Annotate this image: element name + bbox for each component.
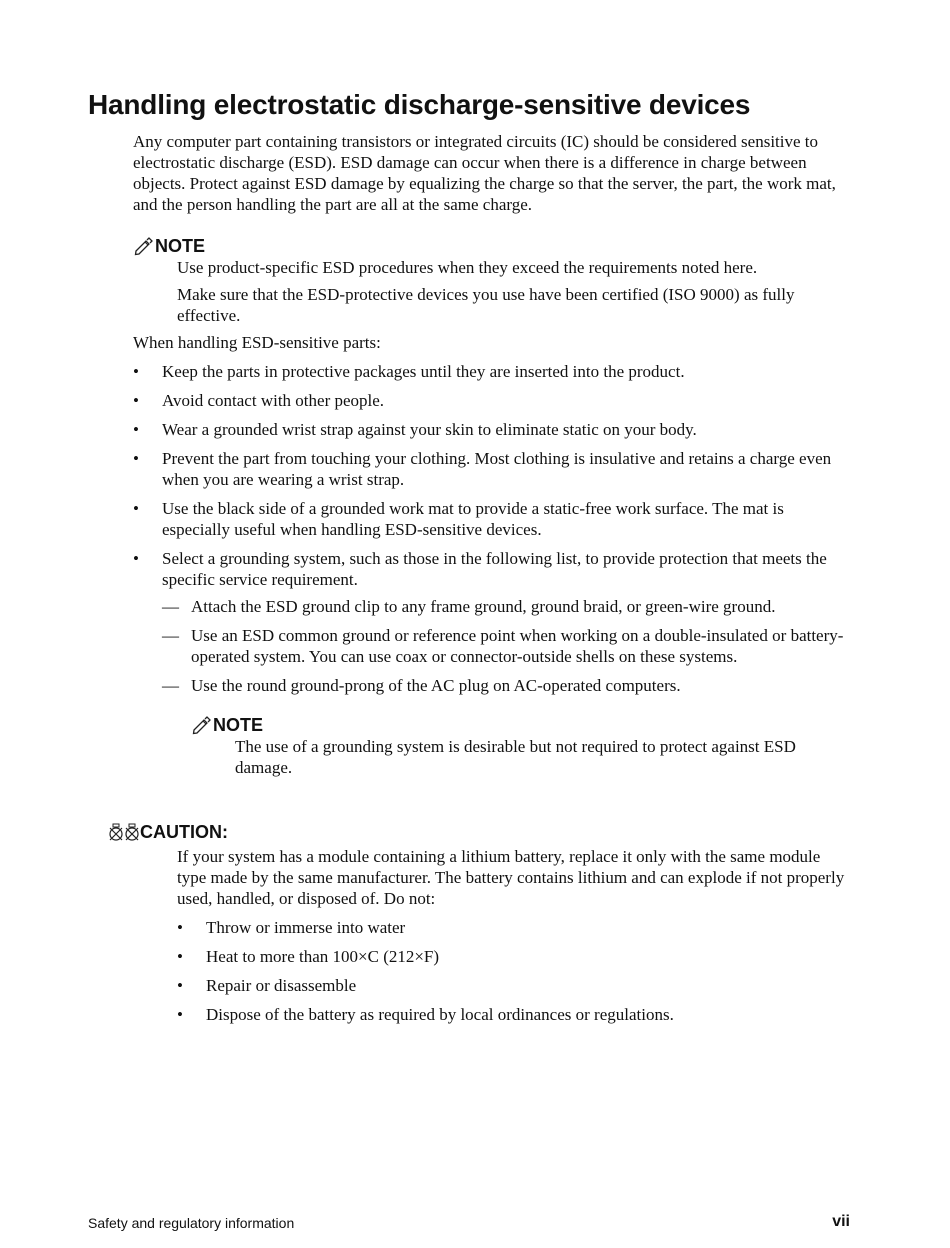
page-heading: Handling electrostatic discharge-sensitive devices xyxy=(88,89,751,120)
list-item xyxy=(177,946,853,967)
list-item xyxy=(133,448,853,490)
list-item xyxy=(177,917,853,938)
caution-header xyxy=(108,820,853,844)
caution-hazard-icon xyxy=(108,823,140,841)
caution-text: If your system has a module containing a lithium battery, replace it only with the same module type made by the same manufacturer. The battery contains lithium and can explode if not properly used, handled, or disposed of. Do not: xyxy=(177,847,845,908)
bullet-marker: • xyxy=(133,362,139,381)
list-item-text: Heat to more than 100×C (212×F) xyxy=(206,947,440,966)
list-item xyxy=(133,390,853,411)
list-item-text: Throw or immerse into water xyxy=(206,918,406,937)
bullet-marker: • xyxy=(133,391,139,410)
pencil-icon xyxy=(191,715,211,735)
caution-label: CAUTION: xyxy=(140,822,228,842)
list-item-text: Keep the parts in protective packages until they are inserted into the product. xyxy=(162,362,685,381)
list-item-text: Prevent the part from touching your clothing. Most clothing is insulative and retains a charge even when you are wearing a wrist strap. xyxy=(162,449,832,489)
note-line: Make sure that the ESD-protective devices you use have been certified (ISO 9000) as fully effective. xyxy=(177,285,795,325)
grounding-note-block xyxy=(191,714,853,778)
sub-list-item xyxy=(162,675,853,696)
note-block xyxy=(133,235,853,326)
list-item-text: Select a grounding system, such as those in the following list, to provide protection that meets the specific service requirement. xyxy=(162,549,827,589)
bullet-marker: • xyxy=(177,976,183,995)
list-item-text: Avoid contact with other people. xyxy=(162,391,385,410)
list-item-text: Wear a grounded wrist strap against your skin to eliminate static on your body. xyxy=(162,420,697,439)
note-text xyxy=(235,736,853,778)
sub-list-item xyxy=(162,596,853,617)
list-item xyxy=(133,361,853,382)
bullet-marker: • xyxy=(133,499,139,518)
list-item-text: Dispose of the battery as required by local ordinances or regulations. xyxy=(206,1005,674,1024)
dash-marker: — xyxy=(162,676,179,695)
caution-list xyxy=(177,917,853,1025)
bullet-marker: • xyxy=(133,449,139,468)
bullet-marker: • xyxy=(177,947,183,966)
intro-paragraph: Any computer part containing transistors or integrated circuits (IC) should be considered sensitive to electrostatic discharge (ESD). ESD damage can occur when there is a difference in charge between objects. Protect against ESD damage by equalizing the charge so that the server, the part, the work mat, and the person handling the part are all at the same charge. xyxy=(133,132,836,214)
list-item-text: Repair or disassemble xyxy=(206,976,357,995)
list-item xyxy=(177,1004,853,1025)
grounding-options-list xyxy=(162,596,853,696)
sub-list-item xyxy=(162,625,853,667)
footer-section-title: Safety and regulatory information xyxy=(88,1215,295,1231)
list-item xyxy=(177,975,853,996)
page-number: vii xyxy=(832,1213,850,1230)
pencil-icon xyxy=(133,236,153,256)
bullet-marker: • xyxy=(177,918,183,937)
note-label: NOTE xyxy=(213,715,264,735)
dash-marker: — xyxy=(162,626,179,645)
bullet-marker: • xyxy=(177,1005,183,1024)
bullet-marker: • xyxy=(133,549,139,568)
list-lead-text: When handling ESD-sensitive parts: xyxy=(133,333,381,352)
sub-list-item-text: Use the round ground-prong of the AC plug on AC-operated computers. xyxy=(191,676,681,695)
sub-list-item-text: Attach the ESD ground clip to any frame ground, ground braid, or green-wire ground. xyxy=(191,597,776,616)
esd-handling-list xyxy=(133,361,853,778)
list-item xyxy=(133,548,853,778)
list-item-text: Use the black side of a grounded work mat to provide a static-free work surface. The mat is especially useful when handling ESD-sensitive devices. xyxy=(162,499,784,539)
caution-body xyxy=(177,846,853,1025)
bullet-marker: • xyxy=(133,420,139,439)
sub-list-item-text: Use an ESD common ground or reference point when working on a double-insulated or battery-operated system. You can use coax or connector-outside shells on these systems. xyxy=(191,626,844,666)
note-header xyxy=(191,714,853,736)
note-label: NOTE xyxy=(155,236,206,256)
note-line: Use product-specific ESD procedures when they exceed the requirements noted here. xyxy=(177,258,758,277)
note-text xyxy=(177,257,853,326)
list-item xyxy=(133,498,853,540)
list-item xyxy=(133,419,853,440)
main-content xyxy=(133,131,853,786)
dash-marker: — xyxy=(162,597,179,616)
note-line: The use of a grounding system is desirable but not required to protect against ESD damage. xyxy=(235,737,796,777)
note-header xyxy=(133,235,853,257)
caution-block xyxy=(108,820,853,1033)
